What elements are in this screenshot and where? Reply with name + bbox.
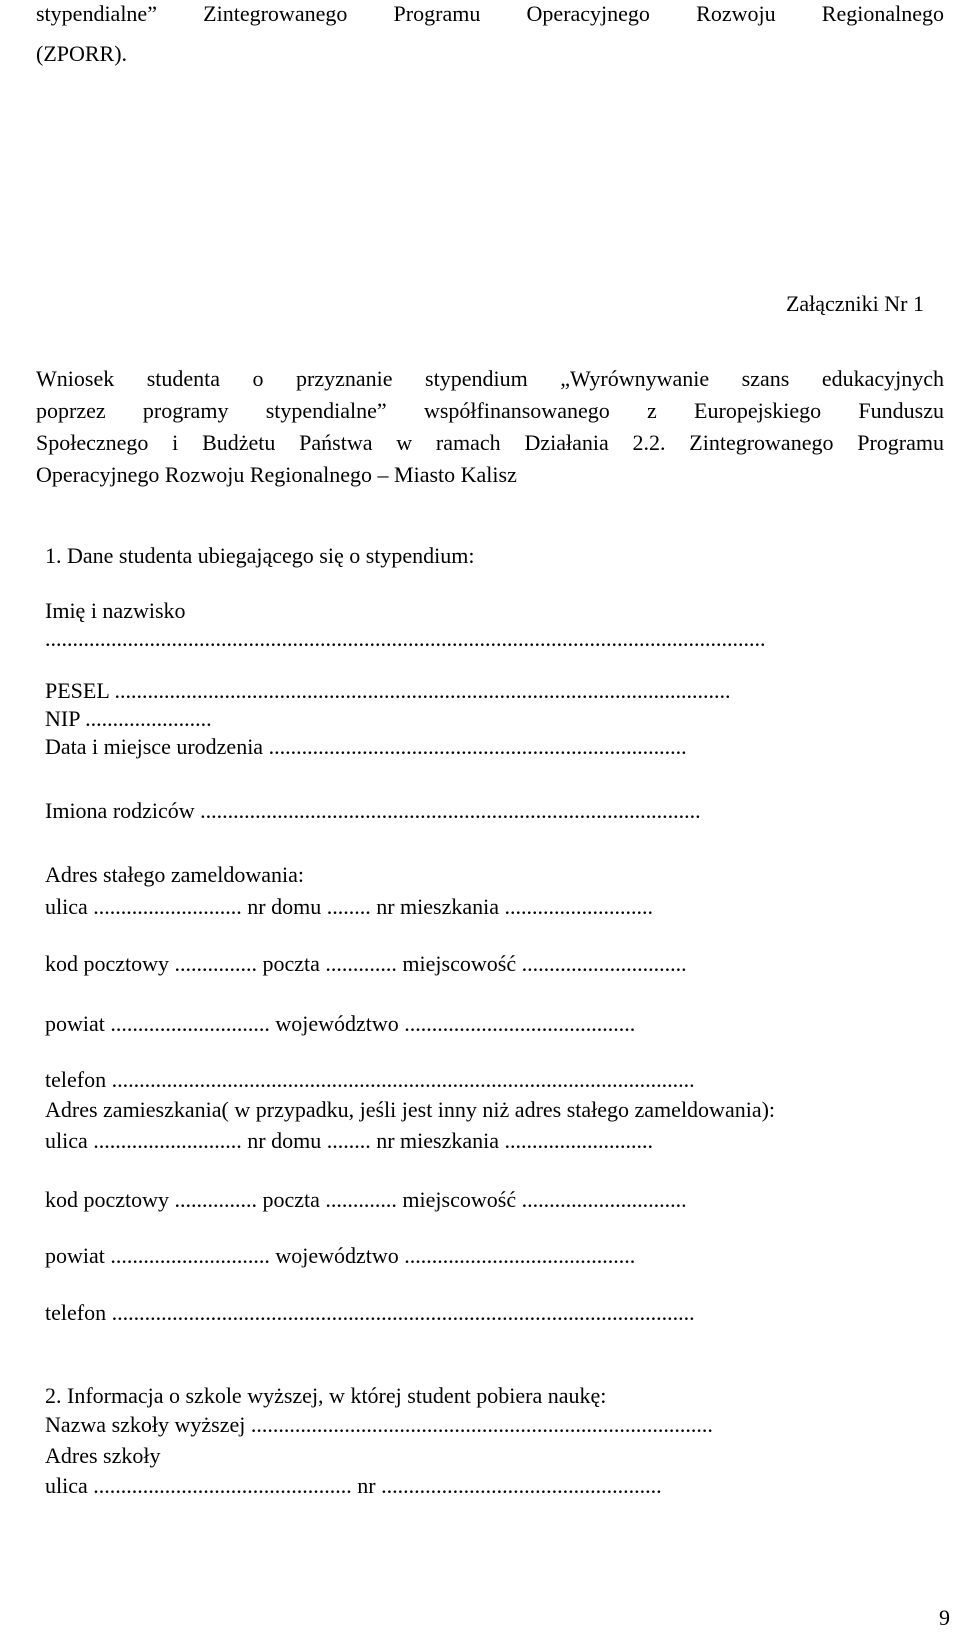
section-2-heading: 2. Informacja o szkole wyższej, w której student pobiera naukę: [45,1383,607,1408]
title-line-2: poprzez programy stypendialne” współfinansowanego z Europejskiego Funduszu [36,398,944,423]
section-1-heading: 1. Dane studenta ubiegającego się o stypendium: [45,543,475,568]
page-number: 9 [939,1605,950,1630]
name-label: Imię i nazwisko [45,598,186,623]
permanent-phone-field[interactable]: telefon .......................................................................................................... [45,1067,695,1092]
residence-phone-field[interactable]: telefon .......................................................................................................... [45,1300,695,1325]
school-name-field[interactable]: Nazwa szkoły wyższej .................................................................................... [45,1412,713,1437]
residence-county-field[interactable]: powiat ............................. województwo .......................................... [45,1243,636,1268]
residence-postal-field[interactable]: kod pocztowy ............... poczta ............. miejscowość .............................. [45,1187,687,1212]
residence-address-heading: Adres zamieszkania( w przypadku, jeśli jest inny niż adres stałego zameldowania): [45,1097,776,1122]
permanent-street-field[interactable]: ulica ........................... nr domu ........ nr mieszkania ........................... [45,894,653,919]
attachment-label: Załączniki Nr 1 [785,291,924,316]
school-address-label: Adres szkoły [45,1443,161,1468]
title-line-1: Wniosek studenta o przyznanie stypendium „Wyrównywanie szans edukacyjnych [36,366,944,391]
nip-field[interactable]: NIP ....................... [45,706,212,731]
title-line-3: Społecznego i Budżetu Państwa w ramach Działania 2.2. Zintegrowanego Programu [36,430,944,455]
permanent-postal-field[interactable]: kod pocztowy ............... poczta ............. miejscowość .............................. [45,951,687,976]
prev-page-line-1: stypendialne” Zintegrowanego Programu Operacyjnego Rozwoju Regionalnego [36,1,944,26]
parents-field[interactable]: Imiona rodziców ........................................................................................... [45,798,701,823]
residence-street-field[interactable]: ulica ........................... nr domu ........ nr mieszkania ........................... [45,1128,653,1153]
prev-page-line-2: (ZPORR). [36,41,128,66]
permanent-address-heading: Adres stałego zameldowania: [45,862,305,887]
school-street-field[interactable]: ulica ............................................... nr ................................................... [45,1473,662,1498]
permanent-county-field[interactable]: powiat ............................. województwo .......................................... [45,1011,636,1036]
name-field[interactable]: ................................................................................................................................... [45,626,766,651]
pesel-field[interactable]: PESEL ................................................................................................................ [45,678,731,703]
birth-field[interactable]: Data i miejsce urodzenia ............................................................................ [45,734,687,759]
title-line-4: Operacyjnego Rozwoju Regionalnego – Miasto Kalisz [36,462,517,487]
